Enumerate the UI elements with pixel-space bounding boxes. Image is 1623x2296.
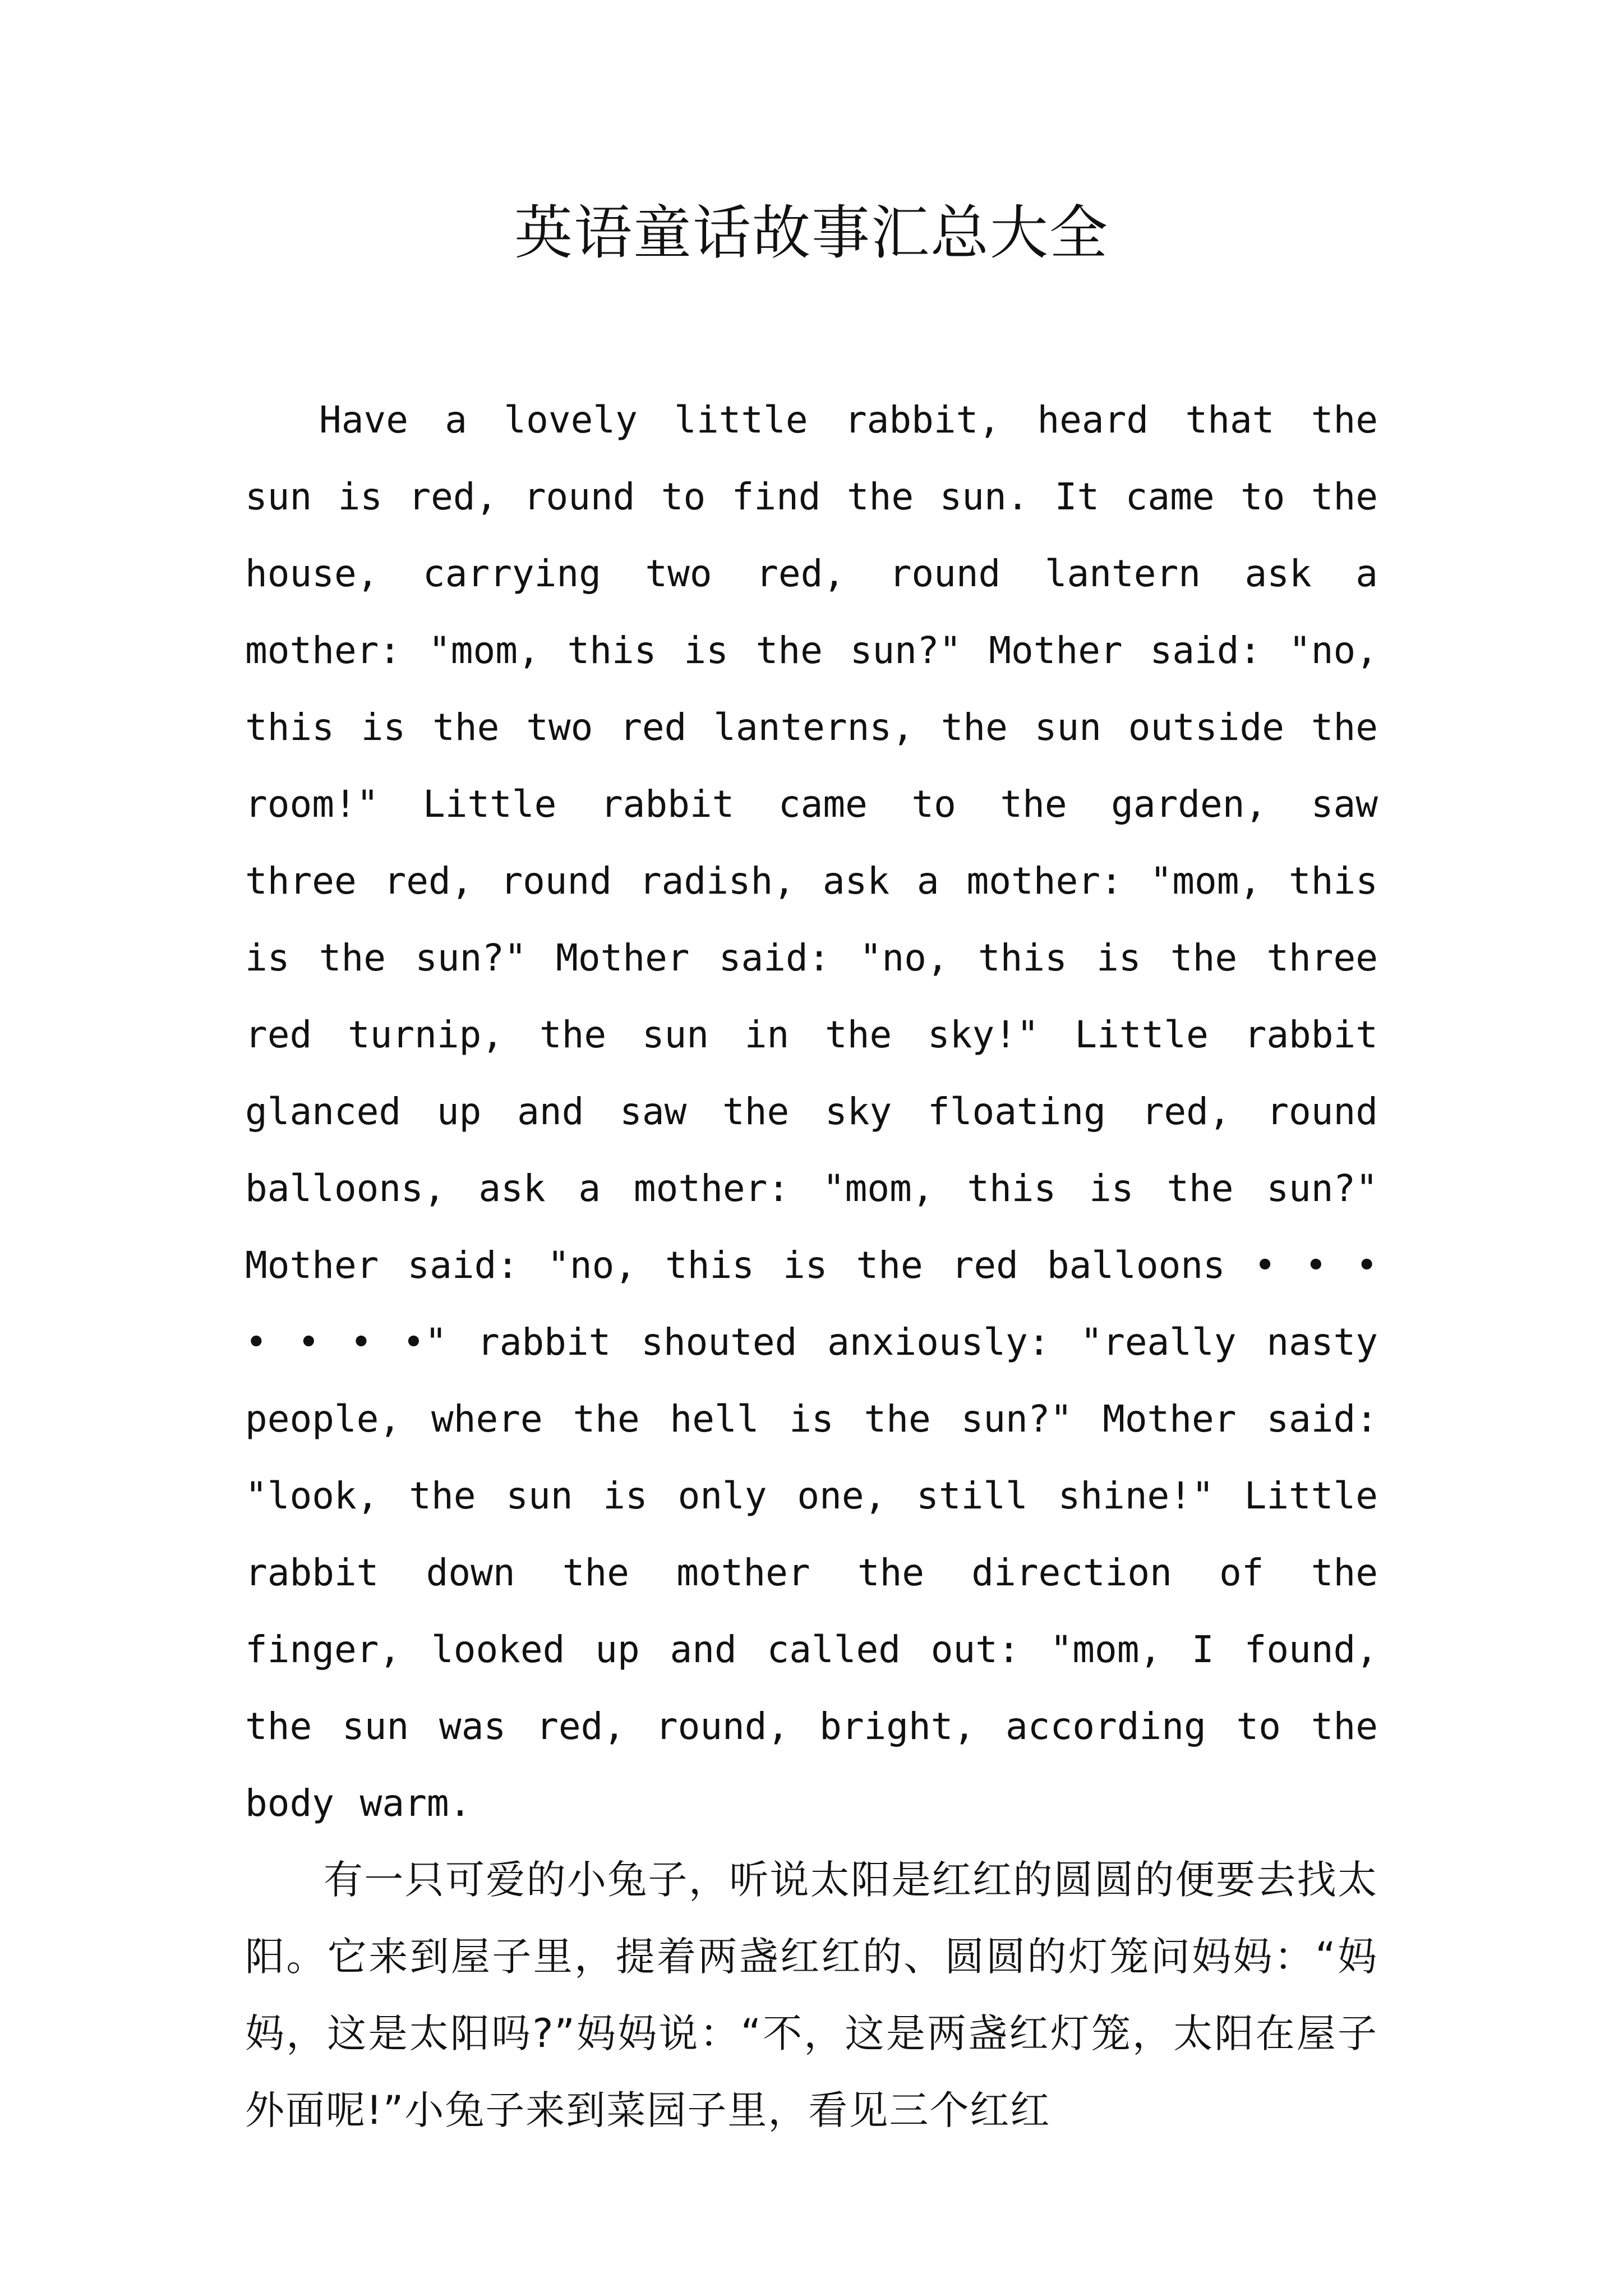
english-paragraph: Have a lovely little rabbit, heard that the sun is red, round to find the sun. It came to the house, carrying two red, round lantern ask a mother: "mom, this is the sun?" Mother said: "no, this is the two red lanterns, the sun outside the room!" Little rabbit came to the garden, saw three red, round radish, ask a mother: "mom, this is the sun?" Mother said: "no, this is the three red turnip, the sun in the sky!" Little rabbit glanced up and saw the sky floating red, round balloons, ask a mother: "mom, this is the sun?" Mother said: "no, this is the red balloons • • • • • • •" rabbit shouted anxiously: "really nasty people, where the hell is the sun?" Mother said: "look, the sun is only one, still shine!" Little rabbit down the mother the direction of the finger, looked up and called out: "mom, I found, the sun was red, round, bright, according to the body warm. bbox=[245, 398, 1378, 1825]
document-body bbox=[245, 381, 1378, 2149]
chinese-paragraph: 有一只可爱的小兔子，听说太阳是红红的圆圆的便要去找太阳。它来到屋子里，提着两盏红红的、圆圆的灯笼问妈妈：“妈妈，这是太阳吗?”妈妈说：“不，这是两盏红灯笼，太阳在屋子外面呢!”小兔子来到菜园子里，看见三个红红 bbox=[245, 1857, 1378, 2133]
document-title: 英语童话故事汇总大全 bbox=[514, 199, 1109, 267]
